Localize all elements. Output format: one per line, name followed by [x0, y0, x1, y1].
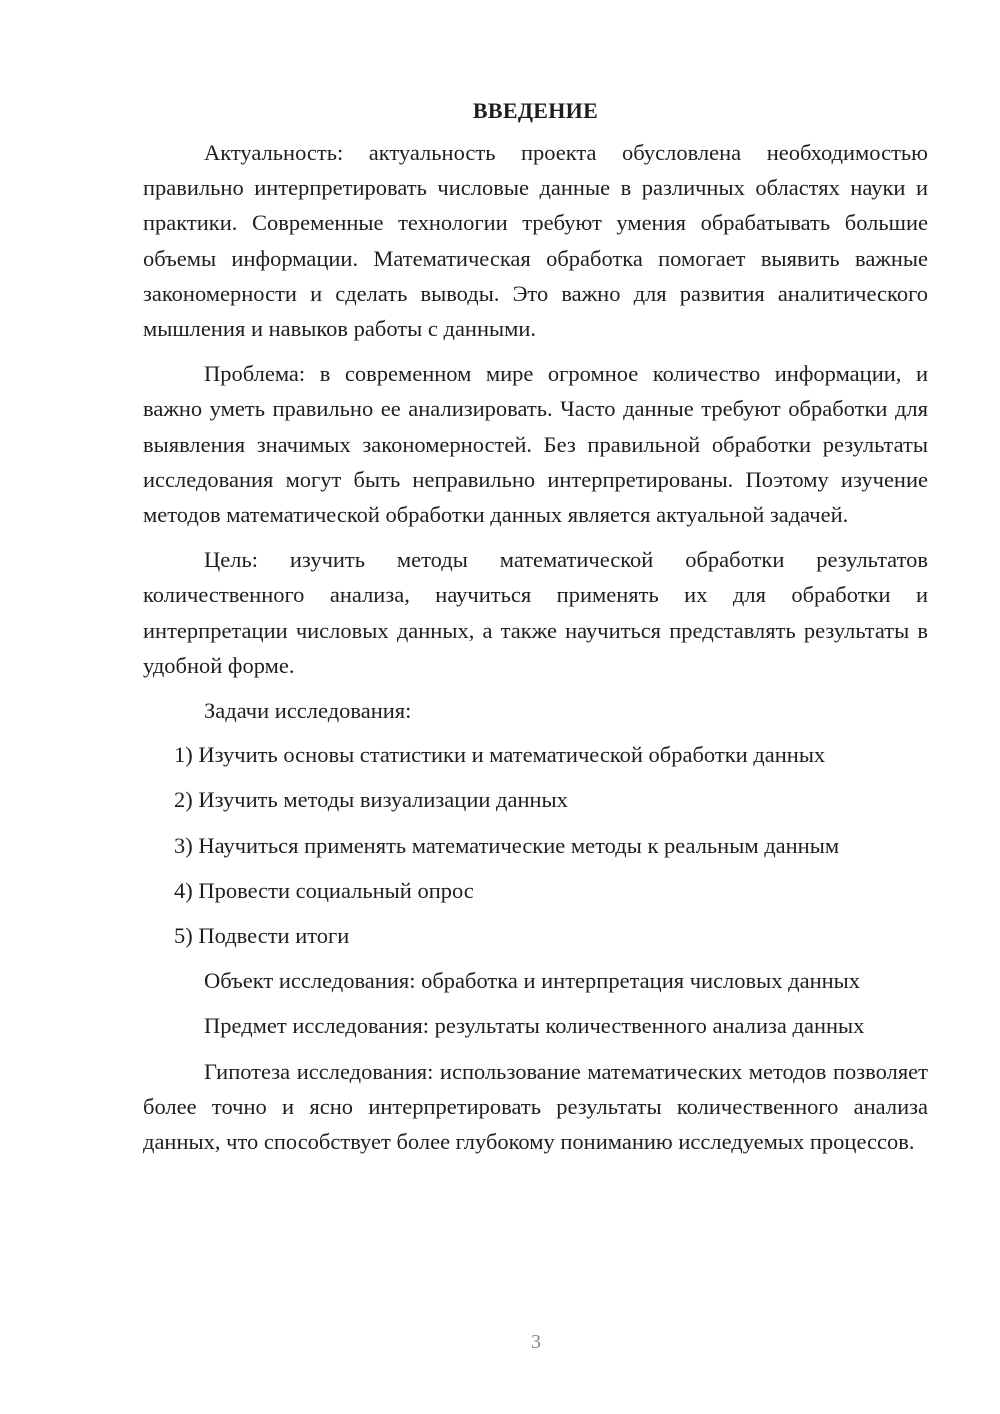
page-number: 3: [531, 1331, 541, 1353]
task-item: 1) Изучить основы статистики и математической обработки данных: [174, 742, 826, 768]
relevance-paragraph: Актуальность: актуальность проекта обусловлена необходимостью правильно интерпретировать числовые данные в различных областях науки и практики. Современные технологии требуют умения обрабатывать большие объемы информации. Математическая обработка помогает выявить важные закономерности и сделать выводы. Это важно для развития аналитического мышления и навыков работы с данными.: [143, 140, 928, 342]
hypothesis-paragraph: Гипотеза исследования: использование математических методов позволяет более точно и ясно интерпретировать результаты количественного анализа данных, что способствует более глубокому пониманию исследуемых процессов.: [143, 1058, 928, 1155]
goal-paragraph: Цель: изучить методы математической обработки результатов количественного анализа, научиться применять их для обработки и интерпретации числовых данных, а также научиться представлять результаты в удобной форме.: [143, 547, 928, 678]
task-item: 3) Научиться применять математические методы к реальным данным: [174, 832, 840, 858]
task-item: 2) Изучить методы визуализации данных: [174, 787, 568, 813]
subject-paragraph: Предмет исследования: результаты количественного анализа данных: [204, 1013, 865, 1039]
tasks-list: [143, 737, 928, 953]
problem-paragraph: Проблема: в современном мире огромное количество информации, и важно уметь правильно ее анализировать. Часто данные требуют обработки для выявления значимых закономерностей. Без правильной обработки результаты исследования могут быть неправильно интерпретированы. Поэтому изучение методов математической обработки данных является актуальной задачей.: [143, 361, 928, 528]
task-item: 4) Провести социальный опрос: [174, 877, 474, 903]
object-paragraph: Объект исследования: обработка и интерпретация числовых данных: [204, 968, 861, 994]
task-item: 5) Подвести итоги: [174, 923, 350, 949]
section-heading: ВВЕДЕНИЕ: [472, 98, 599, 123]
document-page: [143, 96, 928, 1169]
tasks-title: Задачи исследования:: [204, 698, 412, 724]
